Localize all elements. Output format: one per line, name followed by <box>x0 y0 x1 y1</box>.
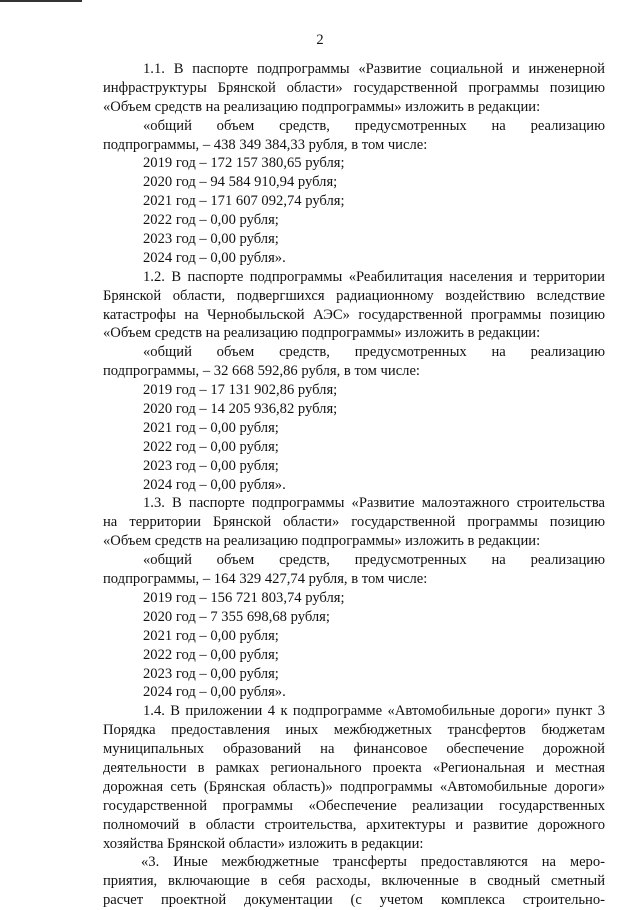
text-line: «Объем средств на реализацию подпрограммы» изложить в редакции: <box>103 533 541 550</box>
text-line: «Объем средств на реализацию подпрограммы» изложить в редакции: <box>103 98 541 115</box>
text-line: подпрограммы, – 32 668 592,86 рубля, в том числе: <box>103 363 420 380</box>
text-line: 2019 год – 156 721 803,74 рубля; <box>143 589 345 606</box>
text-line: 1.1. В паспорте подпрограммы «Развитие социальной и инженерной <box>143 61 605 77</box>
text-line: 1.2. В паспорте подпрограммы «Реабилитация населения и территории <box>143 268 605 285</box>
text-line: 2024 год – 0,00 рубля». <box>143 476 286 493</box>
text-line: 2022 год – 0,00 рубля; <box>143 646 279 663</box>
text-line: 2021 год – 0,00 рубля; <box>143 627 279 644</box>
text-line: катастрофы на Чернобыльской АЭС» государственной программы позицию <box>103 306 605 323</box>
text-line: «Объем средств на реализацию подпрограммы» изложить в редакции: <box>103 325 541 342</box>
text-line: инфраструктуры Брянской области» государственной программы позицию <box>103 79 605 96</box>
text-line: 2020 год – 94 584 910,94 рубля; <box>143 174 338 191</box>
text-line: 2023 год – 0,00 рубля; <box>143 665 279 682</box>
text-line: государственной программы «Обеспечение реализации государственных <box>103 797 605 814</box>
page-number: 2 <box>316 32 324 48</box>
text-line: 2020 год – 14 205 936,82 рубля; <box>143 401 338 418</box>
text-line: 2022 год – 0,00 рубля; <box>143 212 279 229</box>
text-line: 1.3. В паспорте подпрограммы «Развитие малоэтажного строительства <box>143 495 605 512</box>
text-line: расчет проектной документации (с учетом комплекса строительно- <box>103 892 605 909</box>
text-line: подпрограммы, – 164 329 427,74 рубля, в том числе: <box>103 571 428 588</box>
text-line: подпрограммы, – 438 349 384,33 рубля, в том числе: <box>103 136 428 153</box>
text-line: 2019 год – 17 131 902,86 рубля; <box>143 382 338 399</box>
text-line: 2020 год – 7 355 698,68 рубля; <box>143 608 330 625</box>
text-line: деятельности в рамках регионального проекта «Региональная и местная <box>103 759 605 776</box>
text-line: муниципальных образований на финансовое обеспечение дорожной <box>103 741 605 758</box>
text-line: «3. Иные межбюджетные трансферты предоставляются на меро- <box>141 854 605 871</box>
text-line: 2019 год – 172 157 380,65 рубля; <box>143 155 345 172</box>
text-line: дорожная сеть (Брянская область)» подпрограммы «Автомобильные дороги» <box>103 778 605 795</box>
text-line: «общий объем средств, предусмотренных на реализацию <box>143 344 605 361</box>
text-line: 2024 год – 0,00 рубля». <box>143 684 286 701</box>
text-line: на территории Брянской области» государственной программы позицию <box>103 514 605 531</box>
text-line: хозяйства Брянской области» изложить в редакции: <box>103 835 424 852</box>
text-line: Порядка предоставления иных межбюджетных трансфертов бюджетам <box>103 722 605 739</box>
document-body <box>103 60 605 910</box>
text-line: 2021 год – 171 607 092,74 рубля; <box>143 193 345 210</box>
text-line: «общий объем средств, предусмотренных на реализацию <box>143 552 605 569</box>
text-line: приятия, включающие в себя расходы, включенные в сводный сметный <box>103 873 605 890</box>
text-line: 2024 год – 0,00 рубля». <box>143 249 286 266</box>
text-line: Брянской области, подвергшихся радиационному воздействию вследствие <box>103 287 605 304</box>
text-line: 2023 год – 0,00 рубля; <box>143 457 279 474</box>
text-line: 2021 год – 0,00 рубля; <box>143 419 279 436</box>
text-line: «общий объем средств, предусмотренных на реализацию <box>143 117 605 134</box>
text-line: 1.4. В приложении 4 к подпрограмме «Автомобильные дороги» пункт 3 <box>143 703 605 720</box>
text-line: полномочий в области строительства, архитектуры и развитие дорожного <box>103 816 605 833</box>
text-line: 2023 год – 0,00 рубля; <box>143 231 279 248</box>
text-line: 2022 год – 0,00 рубля; <box>143 438 279 455</box>
corner-scan-mark <box>0 0 82 2</box>
